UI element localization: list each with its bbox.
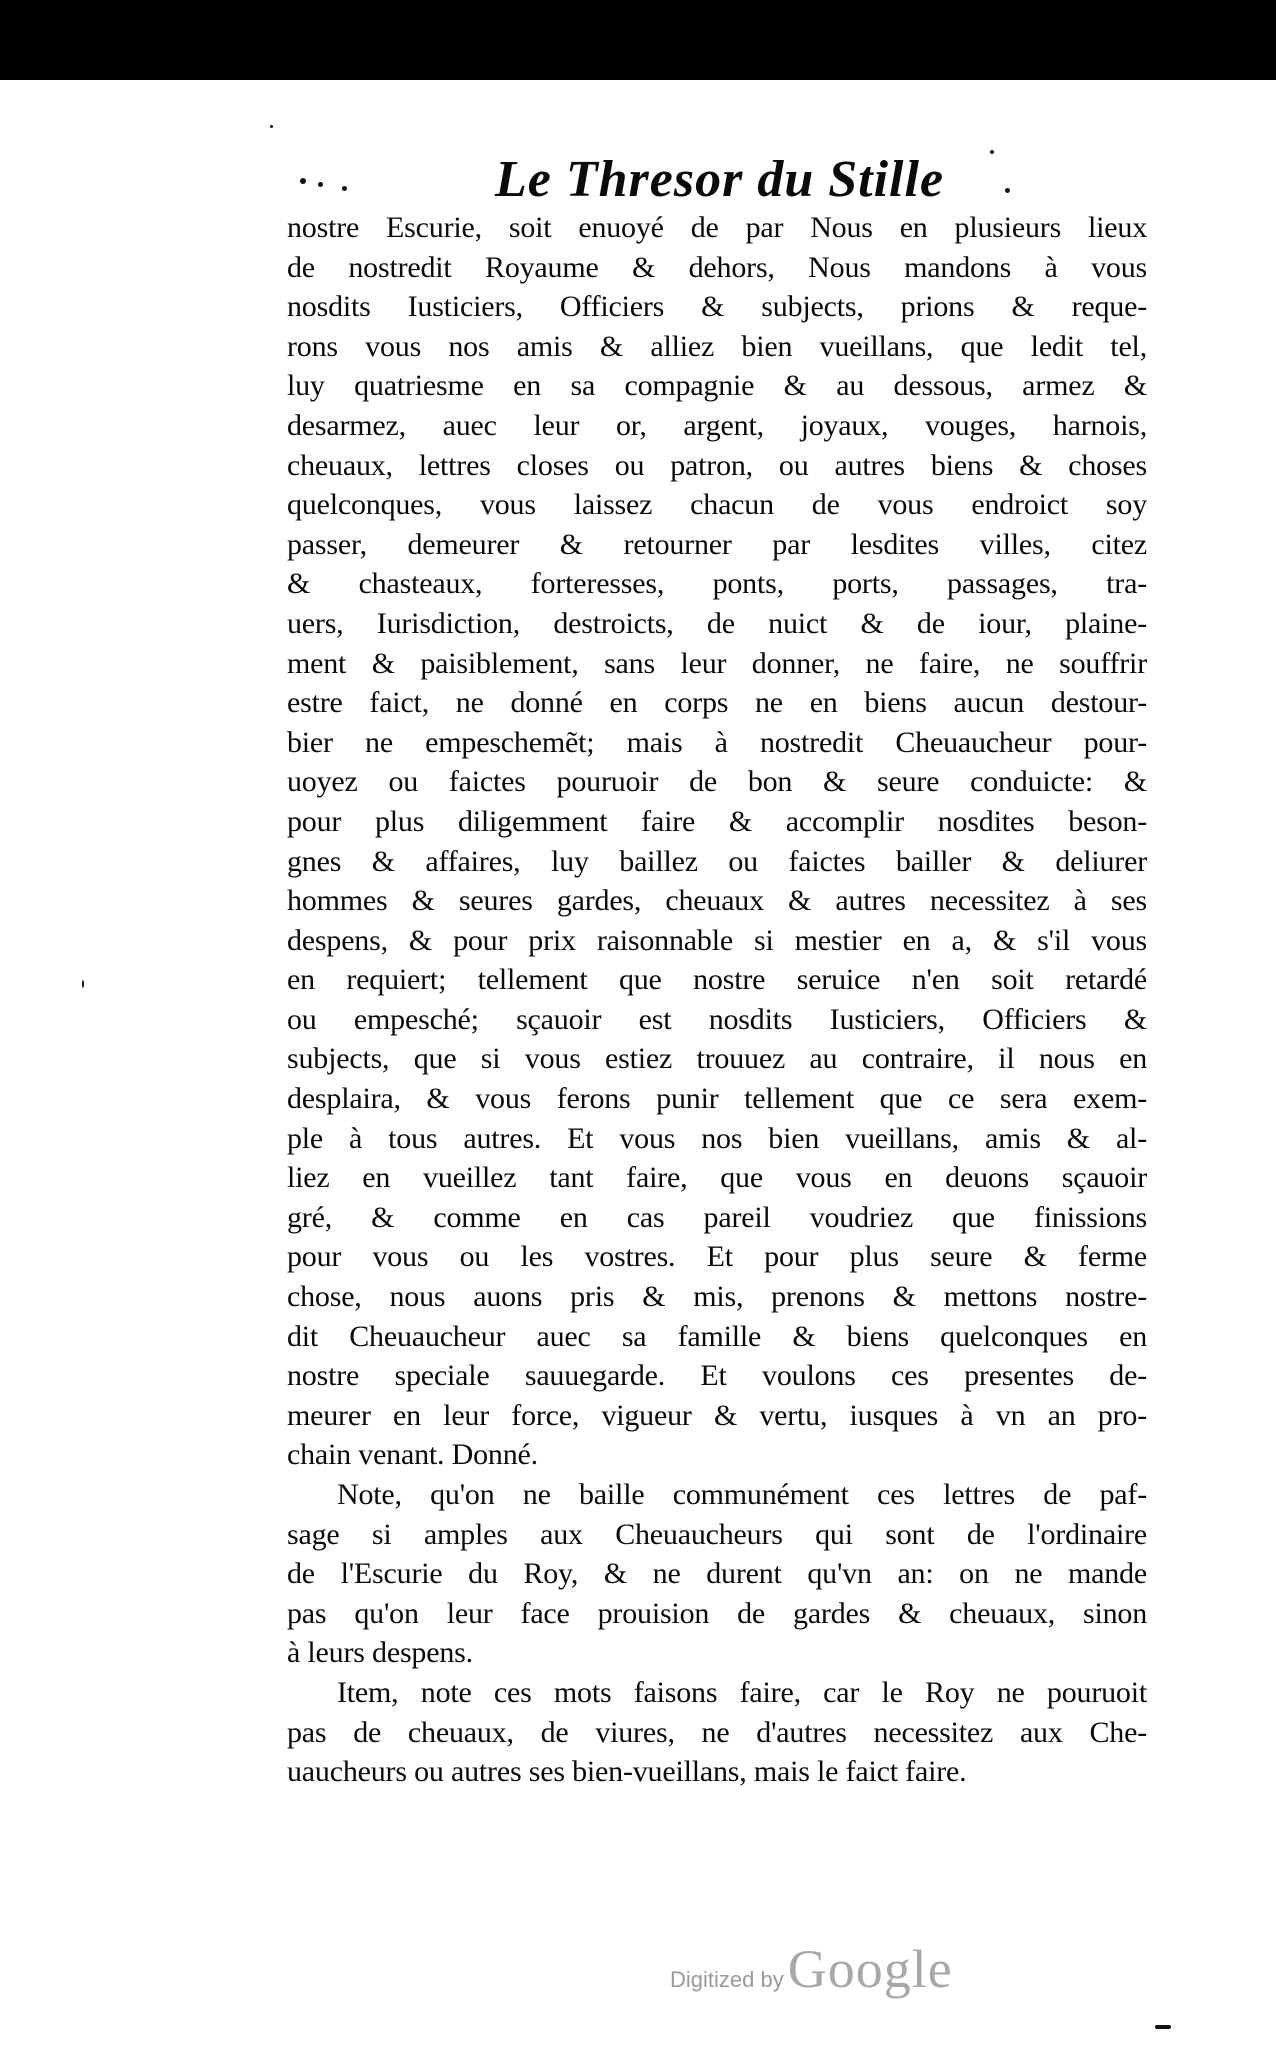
text-line: pour vous ou les vostres. Et pour plus seure & ferme [287, 1240, 1147, 1274]
text-line: nostre speciale sauuegarde. Et voulons ces presentes de- [287, 1359, 1147, 1393]
watermark-prefix: Digitized by [670, 1967, 784, 1992]
text-line: bier ne empeschemẽt; mais à nostredit Cheuaucheur pour- [287, 725, 1147, 759]
ink-speck [1155, 2025, 1171, 2029]
text-line: uers, Iurisdiction, destroicts, de nuict & de iour, plaine- [287, 606, 1147, 640]
text-line: rons vous nos amis & alliez bien vueillans, que ledit tel, [287, 329, 1147, 363]
text-line: & chasteaux, forteresses, ponts, ports, passages, tra- [287, 567, 1147, 601]
text-line: ment & paisiblement, sans leur donner, ne faire, ne souffrir [287, 646, 1147, 680]
running-head: Le Thresor du Stille [495, 151, 945, 208]
text-line: pas qu'on leur face prouision de gardes & cheuaux, sinon [287, 1596, 1147, 1630]
google-logo: Google [787, 1939, 953, 1999]
text-line: subjects, que si vous estiez trouuez au contraire, il nous en [287, 1042, 1147, 1076]
text-line: chose, nous auons pris & mis, prenons & mettons nostre- [287, 1280, 1147, 1314]
ink-speck [270, 125, 273, 128]
text-line: Item, note ces mots faisons faire, car le Roy ne pouruoit [337, 1675, 1147, 1709]
ink-speck [342, 186, 347, 191]
text-line: desarmez, auec leur or, argent, joyaux, vouges, harnois, [287, 408, 1147, 442]
text-line: despens, & pour prix raisonnable si mestier en a, & s'il vous [287, 923, 1147, 957]
text-line: nosdits Iusticiers, Officiers & subjects, prions & reque- [287, 290, 1147, 324]
text-line: ple à tous autres. Et vous nos bien vueillans, amis & al- [287, 1121, 1147, 1155]
ink-speck [300, 178, 306, 184]
text-line: desplaira, & vous ferons punir tellement que ce sera exem- [287, 1082, 1147, 1116]
text-line: hommes & seures gardes, cheuaux & autres necessitez à ses [287, 884, 1147, 918]
text-line: passer, demeurer & retourner par lesdites villes, citez [287, 527, 1147, 561]
ink-speck [82, 980, 84, 988]
text-line: quelconques, vous laissez chacun de vous endroict soy [287, 488, 1147, 522]
text-line: uaucheurs ou autres ses bien-vueillans, mais le faict faire. [287, 1755, 967, 1789]
text-line: sage si amples aux Cheuaucheurs qui sont de l'ordinaire [287, 1517, 1147, 1551]
text-line: de nostredit Royaume & dehors, Nous mandons à vous [287, 250, 1147, 284]
text-line: nostre Escurie, soit enuoyé de par Nous en plusieurs lieux [287, 211, 1147, 244]
text-line: cheuaux, lettres closes ou patron, ou autres biens & choses [287, 448, 1147, 482]
text-line: de l'Escurie du Roy, & ne durent qu'vn an: on ne mande [287, 1557, 1147, 1591]
ink-speck [1005, 188, 1010, 193]
text-line: chain venant. Donné. [287, 1438, 538, 1472]
text-line: dit Cheuaucheur auec sa famille & biens quelconques en [287, 1319, 1147, 1353]
text-line: en requiert; tellement que nostre seruice n'en soit retardé [287, 963, 1147, 997]
text-line: pas de cheuaux, de viures, ne d'autres necessitez aux Che- [287, 1715, 1147, 1749]
text-line: liez en vueillez tant faire, que vous en deuons sçauoir [287, 1161, 1147, 1195]
text-line: pour plus diligemment faire & accomplir nosdites beson- [287, 804, 1147, 838]
ink-speck [990, 150, 994, 154]
text-line: meurer en leur force, vigueur & vertu, iusques à vn an pro- [287, 1398, 1147, 1432]
page-body-text [287, 208, 1147, 1792]
digitized-by-google-watermark [670, 1938, 953, 2000]
text-line: uoyez ou faictes pouruoir de bon & seure conduicte: & [287, 765, 1147, 799]
text-line: ou empesché; sçauoir est nosdits Iusticiers, Officiers & [287, 1002, 1147, 1036]
text-line: gré, & comme en cas pareil voudriez que finissions [287, 1200, 1147, 1234]
text-line: à leurs despens. [287, 1636, 473, 1670]
text-line: gnes & affaires, luy baillez ou faictes bailler & deliurer [287, 844, 1147, 878]
ink-speck [318, 182, 323, 187]
text-line: estre faict, ne donné en corps ne en biens aucun destour- [287, 686, 1147, 720]
text-line: luy quatriesme en sa compagnie & au dessous, armez & [287, 369, 1147, 403]
text-line: Note, qu'on ne baille communément ces lettres de paf- [337, 1478, 1147, 1511]
scan-top-border [0, 0, 1276, 80]
